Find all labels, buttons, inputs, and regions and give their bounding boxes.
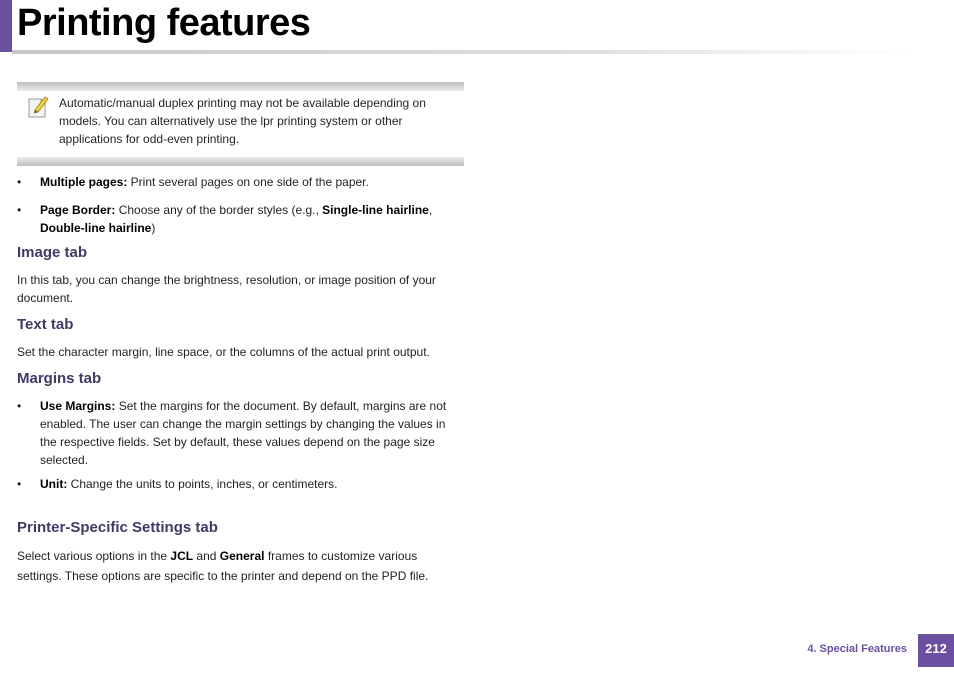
page-title: Printing features bbox=[17, 2, 311, 44]
list-item-page-border bbox=[17, 201, 467, 237]
term-single-line-hairline: Single-line hairline bbox=[322, 203, 429, 217]
term-general: General bbox=[219, 549, 265, 563]
heading-margins-tab: Margins tab bbox=[17, 370, 102, 387]
term-use-margins: Use Margins: bbox=[40, 399, 116, 413]
list-item-multiple-pages bbox=[17, 173, 467, 191]
list-item-unit bbox=[17, 475, 467, 493]
bullet-dot: • bbox=[17, 203, 22, 217]
title-accent-bar bbox=[0, 0, 12, 52]
desc-page-border: Choose any of the border styles (e.g., bbox=[115, 203, 323, 217]
desc-use-margins: Set the margins for the document. By default, margins are not enabled. The user can change the margin settings by changing the values in the respective fields. Set by default, these values depend on the page size selected. bbox=[40, 399, 447, 467]
bullet-dot: • bbox=[17, 399, 22, 413]
term-page-border: Page Border: bbox=[40, 203, 116, 217]
printer-tab-text bbox=[17, 546, 457, 586]
bullet-dot: • bbox=[17, 477, 22, 491]
term-jcl: JCL bbox=[170, 549, 194, 563]
note-box bbox=[17, 82, 464, 166]
note-pencil-icon bbox=[26, 94, 50, 120]
term-multiple-pages: Multiple pages: bbox=[40, 175, 128, 189]
heading-printer-specific-tab: Printer-Specific Settings tab bbox=[17, 519, 218, 536]
closing-paren: ) bbox=[151, 221, 156, 235]
desc-unit: Change the units to points, inches, or centimeters. bbox=[67, 477, 338, 491]
text-tab-text: Set the character margin, line space, or the columns of the actual print output. bbox=[17, 345, 430, 359]
bullet-dot: • bbox=[17, 175, 22, 189]
footer-section-label: 4. Special Features bbox=[807, 643, 907, 655]
page-number: 212 bbox=[918, 634, 954, 667]
list-item-use-margins bbox=[17, 397, 467, 469]
printer-text-part-3: frames to customize various settings. These options are specific to the printer and depend on the PPD file. bbox=[17, 549, 429, 583]
note-text: Automatic/manual duplex printing may not be available depending on models. You can alternatively use the lpr printing system or other applications for odd-even printing. bbox=[59, 96, 426, 146]
desc-multiple-pages: Print several pages on one side of the paper. bbox=[127, 175, 369, 189]
image-tab-text: In this tab, you can change the brightness, resolution, or image position of your document. bbox=[17, 273, 436, 305]
term-unit: Unit: bbox=[40, 477, 68, 491]
heading-image-tab: Image tab bbox=[17, 244, 88, 261]
title-rule bbox=[12, 50, 912, 54]
term-double-line-hairline: Double-line hairline bbox=[40, 221, 152, 235]
separator: , bbox=[428, 203, 433, 217]
printer-text-part-1: Select various options in the bbox=[17, 549, 171, 563]
note-box-bottom-edge bbox=[17, 157, 464, 166]
note-box-top-edge bbox=[17, 82, 464, 91]
printer-text-part-2: and bbox=[193, 549, 220, 563]
heading-text-tab: Text tab bbox=[17, 316, 74, 333]
